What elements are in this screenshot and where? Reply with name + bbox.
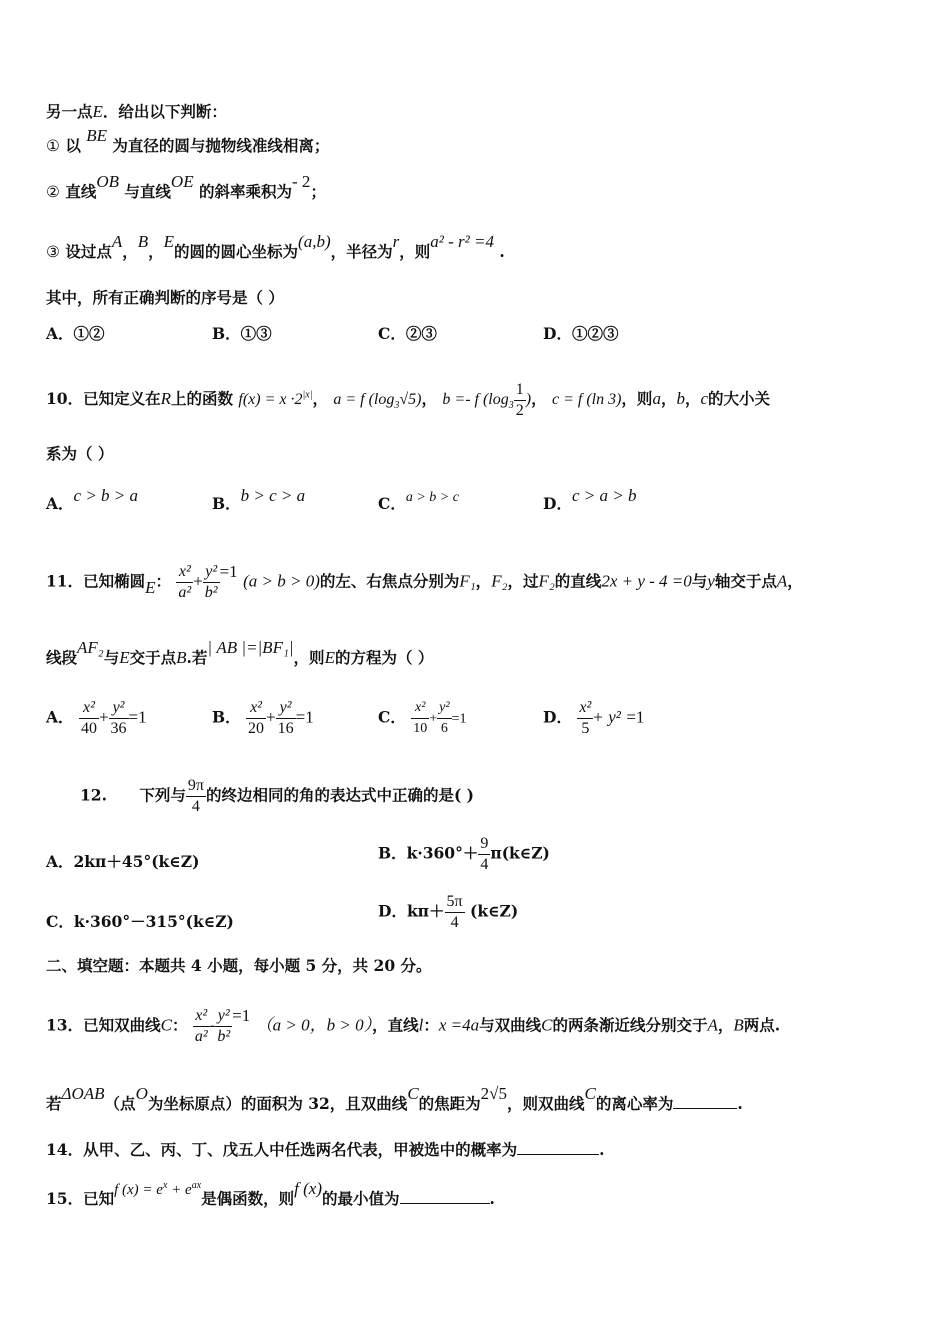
q14-answer-blank[interactable] [517, 1140, 599, 1155]
q11-stem: 11．已知椭圆E： $\frac{\text{x²}}{\text{a²}}$ + $\frac{\text{y²}}{\text{b²}}$ =1 (a > b > 0)的左、右焦点分别为F₁，F₂，过F₂的直线2x + y - 4 =0与y轴交于点A， [46, 561, 803, 601]
q12-option-b: B．k·360°＋ $\frac{9}{4}$ π(k∈Z) [378, 835, 550, 873]
q9-question: 其中，所有正确判断的序号是（ ） [46, 288, 284, 307]
q11-option-d: D． $\frac{\text{x²}}{5}$ + y² =1 [543, 699, 645, 737]
q10-stem: 10．已知定义在R上的函数 $f(x) = x \cdot 2^{|x|}$， a = f $(\log_3√5)$， b =- f ($\log_3$ $\frac{1}{2}$ )， c = f (ln 3)，则a，b，c的大小关 [46, 381, 771, 419]
q10-option-b: B．b > c > a [212, 486, 306, 513]
q15-answer-blank[interactable] [400, 1189, 490, 1204]
q10-option-d: D．c > a > b [543, 486, 637, 513]
q11-option-b: B． $\frac{\text{x²}}{20}$ + $\frac{\text{y²}}{16}$ =1 [212, 699, 314, 737]
q11-option-a: A． $\frac{\text{x²}}{40}$ + $\frac{\text{y²}}{36}$ =1 [46, 699, 147, 737]
q9-judgment-1: ① 以 BE 为直径的圆与抛物线准线相离； [46, 126, 330, 155]
q12-option-d: D．kπ＋ $\frac{5\pi}{4}$ (k∈Z) [378, 893, 519, 931]
q10-option-c: C．a > b > c [378, 490, 459, 513]
q14-stem: 14．从甲、乙、丙、丁、戊五人中任选两名代表，甲被选中的概率为 . [46, 1140, 605, 1159]
q9-judgment-3: ③ 设过点A，B，E的圆的圆心坐标为(a,b)，半径为r，则a² - r² =4 . [46, 232, 505, 261]
q10-stem-line2: 系为（ ） [46, 444, 114, 463]
q13-stem: 13．已知双曲线C： $\frac{\text{x²}}{\text{a²}}$ - $\frac{\text{y²}}{\text{b²}}$ =1 （a > 0，b > 0），直线l：x =4a与双曲线C的两条渐近线分别交于A，B两点. [46, 1005, 781, 1045]
q9-option-b: B．①③ [212, 324, 272, 343]
q9-option-d: D．①②③ [543, 324, 619, 343]
q12-option-a: A．2kπ＋45°(k∈Z) [46, 852, 200, 871]
q9-intro: 另一点E．给出以下判断： [46, 102, 227, 121]
section-2-heading: 二、填空题：本题共 4 小题，每小题 5 分，共 20 分。 [46, 956, 432, 975]
q11-stem-line2: 线段AF₂与E交于点B.若| AB |=|BF₁|，则E的方程为（ ） [46, 638, 434, 667]
q10-option-a: A．c > b > a [46, 486, 139, 513]
q9-judgment-2: ② 直线OB 与直线OE 的斜率乘积为- 2； [46, 172, 326, 201]
q11-option-c: C． $\frac{\text{x²}}{10}$ + $\frac{\text{y²}}{6}$ =1 [378, 700, 467, 736]
q9-option-a: A．①② [46, 324, 105, 343]
q12-option-c: C．k·360°－315°(k∈Z) [46, 912, 234, 931]
q13-answer-blank[interactable] [673, 1094, 737, 1109]
q9-option-c: C．②③ [378, 324, 437, 343]
q15-stem: 15．已知f $(x) = e^x + e^{ax}$是偶函数，则f (x)的最小值为 . [46, 1179, 495, 1208]
q12-stem: 12. 下列与 $\frac{9\pi}{4}$ 的终边相同的角的表达式中正确的是( ) [80, 777, 475, 815]
q13-stem-line2: 若ΔOAB（点O为坐标原点）的面积为 32，且双曲线C的焦距为2√5，则双曲线C的离心率为 . [46, 1084, 743, 1113]
